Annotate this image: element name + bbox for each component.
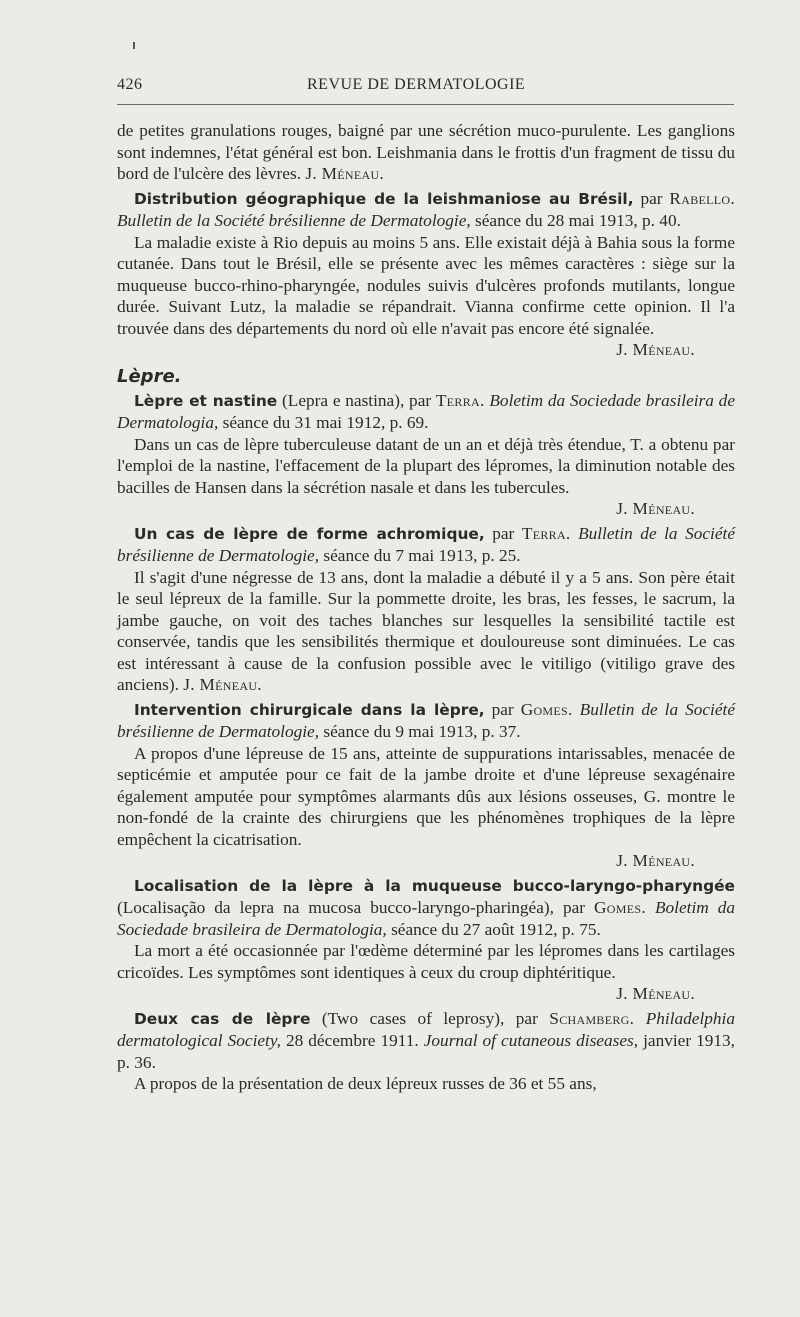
author: Rabello. <box>669 188 735 208</box>
signature: J. Méneau. <box>616 984 695 1003</box>
author: Terra. <box>435 390 485 410</box>
article-heading: Un cas de lèpre de forme achromique, par Terra. Bulletin de la Société brésilienne de Dermatologie, séance du 7 mai 1913, p. 25. <box>117 523 735 565</box>
source: Boletim da Sociedade brasileira de Dermatologia, <box>117 390 735 432</box>
article-heading: Lèpre et nastine (Lepra e nastina), par Terra. Boletim da Sociedade brasileira de Dermatologia, séance du 31 mai 1912, p. 69. <box>117 390 735 432</box>
article-body: A propos d'une lépreuse de 15 ans, atteinte de suppurations intarissables, menacée de septicémie et amputée pour ce fait de la jambe droite et d'une lépreuse sexagénaire également amputée pour symptômes alarmants dûs aux lésions osseuses, G. montre le non-fondé de la crainte des chirurgiens que les phénomènes trophiques de la lèpre empêchent la cicatrisation. <box>117 743 735 849</box>
source: Journal of cutaneous diseases, <box>423 1031 639 1050</box>
journal-title: REVUE DE DERMATOLOGIE <box>307 76 526 93</box>
section-title: Lèpre. <box>117 365 182 387</box>
article-heading: Intervention chirurgicale dans la lèpre, par Gomes. Bulletin de la Société brésilienne de Dermatologie, séance du 9 mai 1913, p. 37. <box>117 699 735 741</box>
article-title: Lèpre et nastine <box>134 391 278 410</box>
signature: J. Méneau. <box>616 851 695 870</box>
article-title: Intervention chirurgicale dans la lèpre, <box>134 700 485 719</box>
page-body <box>117 120 735 1095</box>
article-title: Distribution géographique de la leishmaniose au Brésil, <box>134 189 634 208</box>
header-rule <box>117 104 734 105</box>
signature: J. Méneau. <box>616 499 695 518</box>
source: Bulletin de la Société brésilienne de Dermatologie, <box>117 523 735 565</box>
ink-speck <box>133 42 135 49</box>
article-title: Deux cas de lèpre <box>134 1009 311 1028</box>
article-body: Dans un cas de lèpre tuberculeuse datant de un an et déjà très étendue, T. a obtenu par l'emploi de la nastine, l'effacement de la plupart des lépromes, la diminution notable des bacilles de Hansen dans la sécrétion nasale et dans les tubercules. <box>117 434 735 497</box>
article-heading: Localisation de la lèpre à la muqueuse bucco-laryngo-pharyngée (Localisação da lepra na mucosa bucco-laryngo-pharingéa), par Gomes. Boletim da Sociedade brasileira de Dermatologia, séance du 27 août 1912, p. 75. <box>117 876 735 939</box>
page-number: 426 <box>117 76 143 93</box>
article-body: La maladie existe à Rio depuis au moins 5 ans. Elle existait déjà à Bahia sous la forme cutanée. Dans tout le Brésil, elle se présente avec les mêmes caractères : siège sur la muqueuse bucco-rhino-pharyngée, nodules suivis d'ulcères profonds mutilants, longue durée. Suivant Lutz, la maladie se répandrait. Vianna confirme cette opinion. Il l'a trouvée dans des départements du nord où elle n'avait pas encore été signalée. <box>117 232 735 338</box>
article-heading: Deux cas de lèpre (Two cases of leprosy), par Schamberg. Philadelphia dermatological Society, 28 décembre 1911. Journal of cutaneous diseases, janvier 1913, p. 36. <box>117 1008 735 1072</box>
article-body: Il s'agit d'une négresse de 13 ans, dont la maladie a débuté il y a 5 ans. Son père était le seul lépreux de la famille. Sur la pommette droite, les bras, les fesses, le sacrum, la jambe gauche, on voit des taches blanches sur lesquelles la sensibilité tactile est conservée, tandis que les sensibilités thermique et douloureuse sont diminuées. Le cas est intéressant à cause de la confusion possible avec le vitiligo (vitiligo grave des anciens). J. Méneau. <box>117 567 735 694</box>
article-body: La mort a été occasionnée par l'œdème déterminé par les lépromes dans les cartilages cricoïdes. Les symptômes sont identiques à ceux du croup diphtéritique. <box>117 941 735 982</box>
running-header <box>117 76 734 98</box>
source: Bulletin de la Société brésilienne de Dermatologie, <box>117 699 735 741</box>
article-title: Un cas de lèpre de forme achromique, <box>134 524 485 543</box>
article-body: A propos de la présentation de deux lépreux russes de 36 et 55 ans, <box>134 1074 597 1093</box>
source: Boletim da Sociedade brasileira de Dermatologia, <box>117 898 735 939</box>
continuation-paragraph: de petites granulations rouges, baigné par une sécrétion muco-purulente. Les ganglions sont indemnes, l'état général est bon. Leishmania dans le frottis d'un fragment de tissu du bord de l'ulcère des lèvres. J. Méneau. <box>117 121 735 183</box>
author: Gomes. <box>520 699 573 719</box>
author: Gomes. <box>594 898 646 917</box>
article-heading: Distribution géographique de la leishmaniose au Brésil, par Rabello. Bulletin de la Société brésilienne de Dermatologie, séance du 28 mai 1913, p. 40. <box>117 188 735 230</box>
signature: J. Méneau. <box>616 340 695 359</box>
signature: J. Méneau. <box>305 164 385 183</box>
source: Philadelphia dermatological Society, <box>117 1008 735 1050</box>
author: Terra. <box>521 523 571 543</box>
source: Bulletin de la Société brésilienne de Dermatologie, <box>117 211 471 230</box>
signature: J. Méneau. <box>183 675 262 694</box>
author: Schamberg. <box>549 1008 635 1028</box>
article-title: Localisation de la lèpre à la muqueuse bucco-laryngo-pharyngée <box>134 876 735 895</box>
